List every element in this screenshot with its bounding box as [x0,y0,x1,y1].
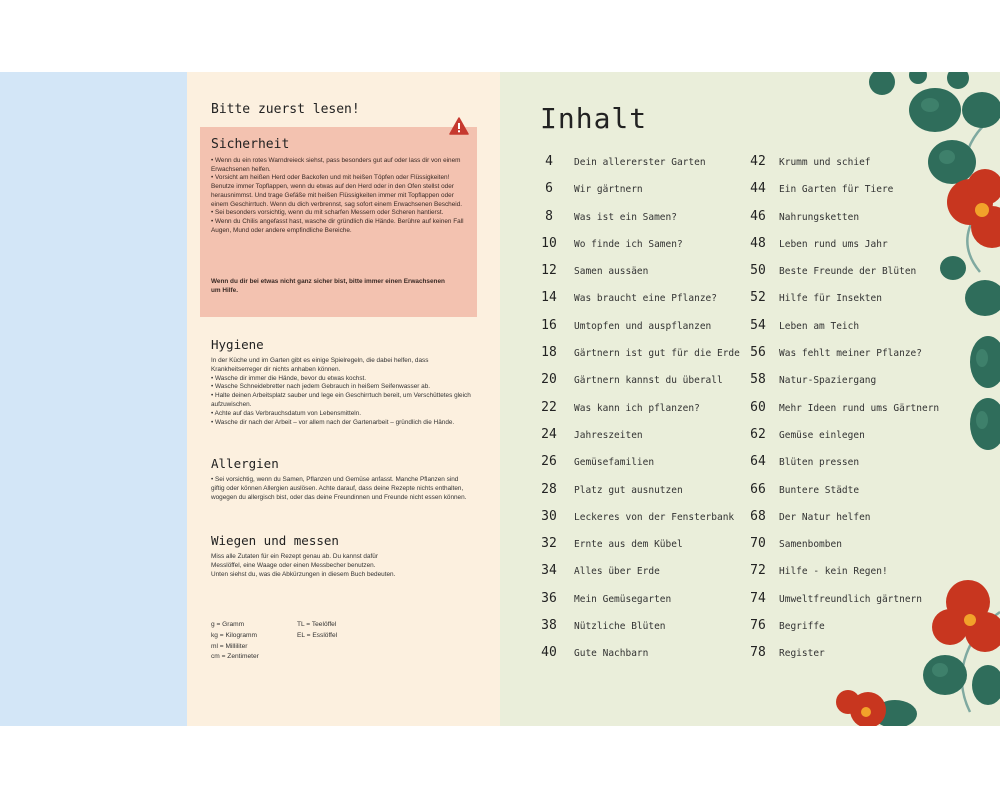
toc-entry-title: Wo finde ich Samen? [574,238,683,250]
toc-entry-title: Ernte aus dem Kübel [574,539,683,551]
toc-page-number: 54 [750,317,766,333]
toc-page-number: 78 [750,645,766,661]
toc-entry[interactable] [538,154,738,181]
toc-entry[interactable] [745,236,945,263]
toc-page-number: 40 [541,645,557,661]
toc-page-number: 28 [541,481,557,497]
toc-entry[interactable] [538,482,738,509]
toc-entry[interactable] [538,263,738,290]
toc-page-number: 42 [750,154,766,169]
toc-entry-title: Der Natur helfen [779,511,871,523]
toc-entry[interactable] [538,318,738,345]
safety-text: • Wenn du ein rotes Warndreieck siehst, pass besonders gut auf oder lass dir von einem Erwachsenen helfen. • Vorsicht am heißen Herd oder Backofen und mit heißen Töpfen oder Flüssigkeiten! Benutze immer Topflappen, wenn du etwas auf den Herd oder in den Ofen stellst oder herausnimmst. Und trage Gefäße mit heißen Flüssigkeiten immer mit Topflappen oder einem Geschirrtuch. Wenn du dich verbrennst, sag sofort einem Erwachsenen Bescheid. • Sei besonders vorsichtig, wenn du mit scharfen Messern oder Scheren hantierst. • Wenn du Chilis angefasst hast, wasche dir gründlich die Hände. Berühre auf keinen Fall Augen, Mund oder andere empfindliche Bereiche. [211,157,464,234]
toc-entry-title: Was fehlt meiner Pflanze? [779,348,922,360]
blue-margin-strip [0,72,187,726]
toc-entry[interactable] [538,345,738,372]
toc-entry-title: Gute Nachbarn [574,648,649,660]
toc-entry[interactable] [745,209,945,236]
toc-entry-title: Was kann ich pflanzen? [574,402,700,414]
toc-entry[interactable] [538,290,738,317]
toc-entry-title: Leben am Teich [779,320,860,332]
toc-page-number: 26 [541,454,557,470]
toc-entry[interactable] [745,509,945,536]
safety-note: Wenn du dir bei etwas nicht ganz sicher bist, bitte immer einen Erwachsenen um Hilfe. [211,278,445,294]
safety-title: Sicherheit [211,137,290,152]
toc-entry-title: Mein Gemüsegarten [574,593,672,605]
toc-entry-title: Register [779,648,825,660]
toc-entry[interactable] [745,154,945,181]
toc-right-column [745,154,945,673]
toc-page-number: 18 [541,345,557,361]
toc-title: Inhalt [540,102,648,135]
toc-entry[interactable] [538,454,738,481]
toc-page-number: 66 [750,481,766,497]
toc-entry[interactable] [538,536,738,563]
toc-entry-title: Leckeres von der Fensterbank [574,511,735,523]
toc-entry[interactable] [745,482,945,509]
units-left-column [211,620,259,663]
toc-page-number: 50 [750,263,766,279]
toc-entry-title: Wir gärtnern [574,184,643,196]
measure-title: Wiegen und messen [211,533,339,548]
allergies-text: • Sei vorsichtig, wenn du Samen, Pflanzen und Gemüse anfasst. Manche Pflanzen sind giftig oder können Allergien auslösen. Achte darauf, dass deine Rezepte nichts enthalten, wogegen du allergisch bist, oder das deine Freundinnen und Freunde nicht essen können. [211,476,467,501]
toc-entry[interactable] [538,645,738,672]
toc-entry[interactable] [745,290,945,317]
toc-entry-title: Blüten pressen [779,457,860,469]
toc-page-number: 30 [541,508,557,524]
toc-entry-title: Begriffe [779,621,825,633]
toc-entry-title: Leben rund ums Jahr [779,238,888,250]
toc-page-number: 46 [750,208,766,224]
toc-entry-title: Platz gut ausnutzen [574,484,683,496]
right-page [500,72,1000,726]
toc-page-number: 4 [545,154,553,169]
hygiene-title: Hygiene [211,337,264,352]
toc-page-number: 10 [541,235,557,251]
toc-entry-title: Samenbomben [779,539,842,551]
toc-page-number: 48 [750,235,766,251]
unit-item: kg = Kilogramm [211,631,257,639]
toc-entry-title: Umweltfreundlich gärtnern [779,593,922,605]
toc-page-number: 38 [541,618,557,634]
hygiene-text: In der Küche und im Garten gibt es einige Spielregeln, die dabei helfen, dass Krankheitserreger dir nichts anhaben können. • Wasche dir immer die Hände, bevor du etwas kochst. • Wasche Schneidebretter nach jedem Gebrauch in heißem Seifenwasser ab. • Halte deinen Arbeitsplatz sauber und lege ein Geschirrtuch bereit, um Verschüttetes gleich aufzuwischen. • Achte auf das Verbrauchsdatum von Lebensmitteln. • Wasche dir nach der Arbeit – vor allem nach der Gartenarbeit – gründlich die Hände. [211,357,471,426]
toc-entry-title: Nützliche Blüten [574,621,666,633]
toc-page-number: 70 [750,536,766,552]
toc-entry-title: Was braucht eine Pflanze? [574,293,717,305]
toc-entry[interactable] [538,427,738,454]
toc-entry[interactable] [538,181,738,208]
units-right-column [297,620,337,642]
toc-page-number: 20 [541,372,557,388]
toc-entry-title: Ein Garten für Tiere [779,184,894,196]
measure-text: Miss alle Zutaten für ein Rezept genau ab. Du kannst dafür Messlöffel, eine Waage oder einen Messbecher benutzen. Unten siehst du, was die Abkürzungen in diesem Buch bedeuten. [211,553,396,578]
toc-entry-title: Was ist ein Samen? [574,211,677,223]
toc-entry[interactable] [538,236,738,263]
toc-entry[interactable] [538,209,738,236]
toc-entry[interactable] [538,509,738,536]
toc-page-number: 62 [750,426,766,442]
toc-page-number: 8 [545,208,553,224]
toc-page-number: 36 [541,590,557,606]
toc-entry-title: Alles über Erde [574,566,660,578]
book-spread [0,72,1000,726]
toc-entry-title: Gemüsefamilien [574,457,655,469]
toc-entry[interactable] [745,318,945,345]
toc-entry[interactable] [745,454,945,481]
toc-entry-title: Gemüse einlegen [779,429,865,441]
unit-item: ml = Milliliter [211,642,248,650]
toc-entry[interactable] [745,591,945,618]
toc-entry[interactable] [538,563,738,590]
toc-left-column [538,154,738,673]
warning-triangle-icon [449,117,469,135]
toc-entry[interactable] [745,400,945,427]
unit-item: TL = Teelöffel [297,621,337,628]
toc-entry-title: Umtopfen und auspflanzen [574,320,712,332]
toc-entry[interactable] [745,181,945,208]
allergies-title: Allergien [211,456,279,471]
toc-entry[interactable] [538,618,738,645]
toc-entry[interactable] [745,372,945,399]
toc-entry-title: Gärtnern kannst du überall [574,375,723,387]
toc-page-number: 14 [541,290,557,306]
toc-entry-title: Natur-Spaziergang [779,375,877,387]
toc-entry-title: Buntere Städte [779,484,860,496]
toc-page-number: 32 [541,536,557,552]
toc-entry-title: Beste Freunde der Blüten [779,266,917,278]
toc-page-number: 24 [541,426,557,442]
toc-entry[interactable] [745,427,945,454]
toc-entry-title: Mehr Ideen rund ums Gärtnern [779,402,940,414]
toc-page-number: 52 [750,290,766,306]
toc-entry[interactable] [538,591,738,618]
toc-page-number: 56 [750,345,766,361]
toc-entry-title: Hilfe für Insekten [779,293,882,305]
toc-page-number: 72 [750,563,766,579]
toc-page-number: 64 [750,454,766,470]
toc-page-number: 6 [545,181,553,197]
toc-entry[interactable] [745,263,945,290]
toc-page-number: 44 [750,181,766,197]
toc-entry[interactable] [745,536,945,563]
toc-entry[interactable] [745,618,945,645]
toc-page-number: 60 [750,399,766,415]
read-first-heading: Bitte zuerst lesen! [211,102,360,117]
toc-page-number: 22 [541,399,557,415]
left-page [187,72,500,726]
toc-entry-title: Hilfe - kein Regen! [779,566,888,578]
toc-entry-title: Nahrungsketten [779,211,860,223]
toc-page-number: 16 [541,317,557,333]
toc-entry[interactable] [745,563,945,590]
toc-page-number: 74 [750,590,766,606]
toc-page-number: 12 [541,263,557,279]
safety-box [200,127,477,317]
toc-entry-title: Samen aussäen [574,266,649,278]
unit-item: g = Gramm [211,621,245,628]
toc-entry-title: Gärtnern ist gut für die Erde [574,348,740,360]
toc-page-number: 58 [750,372,766,388]
toc-page-number: 76 [750,618,766,634]
toc-entry-title: Jahreszeiten [574,429,643,441]
toc-page-number: 34 [541,563,557,579]
toc-entry-title: Krumm und schief [779,157,871,168]
toc-entry[interactable] [745,645,945,672]
toc-page-number: 68 [750,508,766,524]
toc-entry[interactable] [538,372,738,399]
toc-entry-title: Dein allererster Garten [574,157,706,168]
toc-entry[interactable] [538,400,738,427]
unit-item: EL = Esslöffel [297,631,338,639]
toc-entry[interactable] [745,345,945,372]
unit-item: cm = Zentimeter [211,653,259,661]
